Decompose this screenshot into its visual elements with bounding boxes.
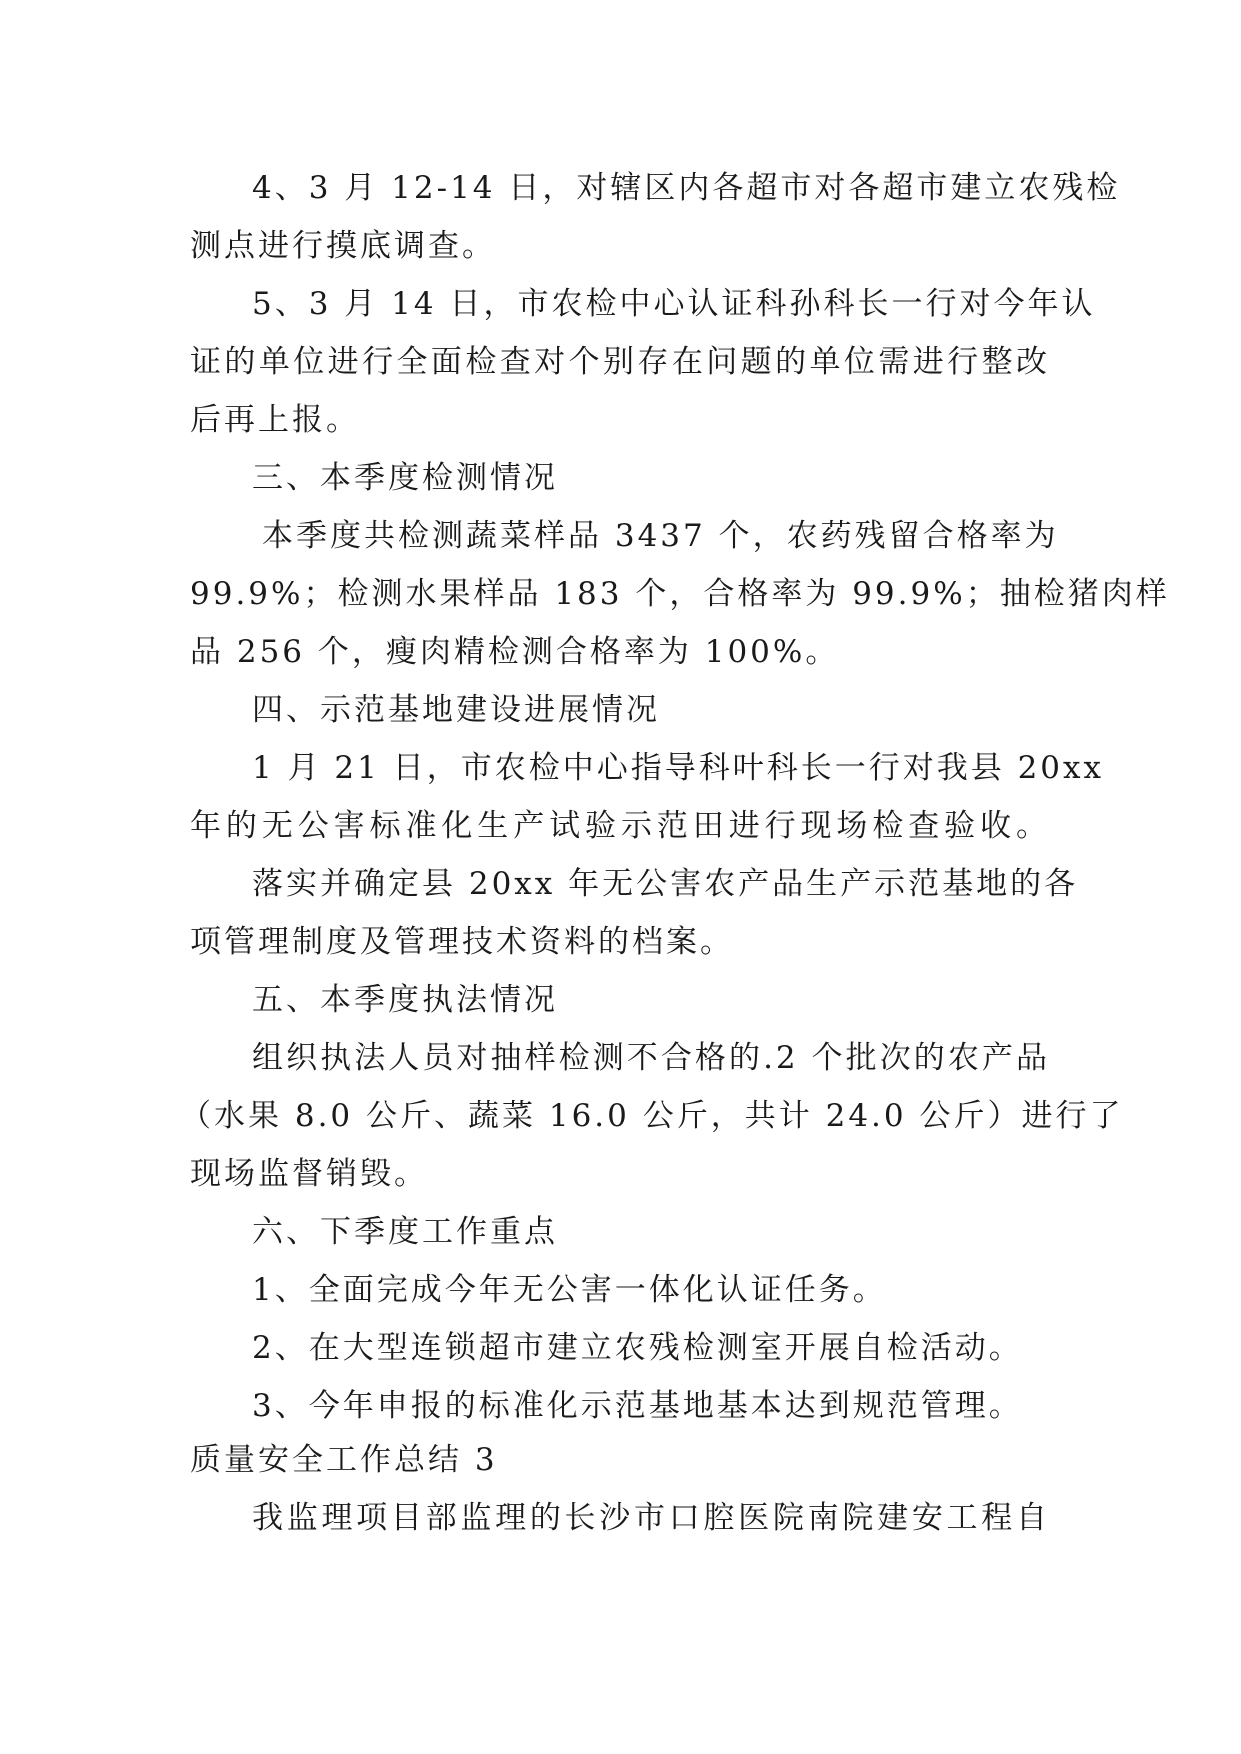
section-heading: 六、下季度工作重点 — [252, 1214, 558, 1250]
text-line: 年的无公害标准化生产试验示范田进行现场检查验收。 — [190, 808, 1050, 844]
text-line: 证的单位进行全面检查对个别存在问题的单位需进行整改 — [190, 344, 1050, 380]
text-line: 4、3 月 12-14 日，对辖区内各超市对各超市建立农残检 — [252, 170, 1121, 206]
text-line: 2、在大型连锁超市建立农残检测室开展自检活动。 — [252, 1330, 1023, 1366]
text-line: 落实并确定县 20xx 年无公害农产品生产示范基地的各 — [252, 866, 1079, 902]
section-heading: 五、本季度执法情况 — [252, 982, 558, 1018]
text-line: 项管理制度及管理技术资料的档案。 — [190, 924, 734, 960]
text-line: 3、今年申报的标准化示范基地基本达到规范管理。 — [252, 1388, 1023, 1424]
text-line: 我监理项目部监理的长沙市口腔医院南院建安工程自 — [252, 1500, 1050, 1536]
text-line: 1、全面完成今年无公害一体化认证任务。 — [252, 1272, 887, 1308]
text-line: 组织执法人员对抽样检测不合格的.2 个批次的农产品 — [252, 1040, 1050, 1076]
text-line: 99.9%；检测水果样品 183 个，合格率为 99.9%；抽检猪肉样 — [190, 576, 1170, 612]
text-line: 测点进行摸底调查。 — [190, 228, 496, 264]
section-heading: 四、示范基地建设进展情况 — [252, 692, 660, 728]
text-line: 后再上报。 — [190, 402, 360, 438]
section-heading: 三、本季度检测情况 — [252, 460, 558, 496]
text-line: 现场监督销毁。 — [190, 1156, 428, 1192]
text-line: 品 256 个，瘦肉精检测合格率为 100%。 — [190, 634, 840, 670]
text-line: 5、3 月 14 日，市农检中心认证科孙科长一行对今年认 — [252, 286, 1096, 322]
text-line: 本季度共检测蔬菜样品 3437 个，农药残留合格率为 — [262, 518, 1059, 554]
document-title: 质量安全工作总结 3 — [190, 1442, 498, 1478]
text-line: （水果 8.0 公斤、蔬菜 16.0 公斤，共计 24.0 公斤）进行了 — [180, 1098, 1124, 1134]
text-line: 1 月 21 日，市农检中心指导科叶科长一行对我县 20xx — [252, 750, 1104, 786]
